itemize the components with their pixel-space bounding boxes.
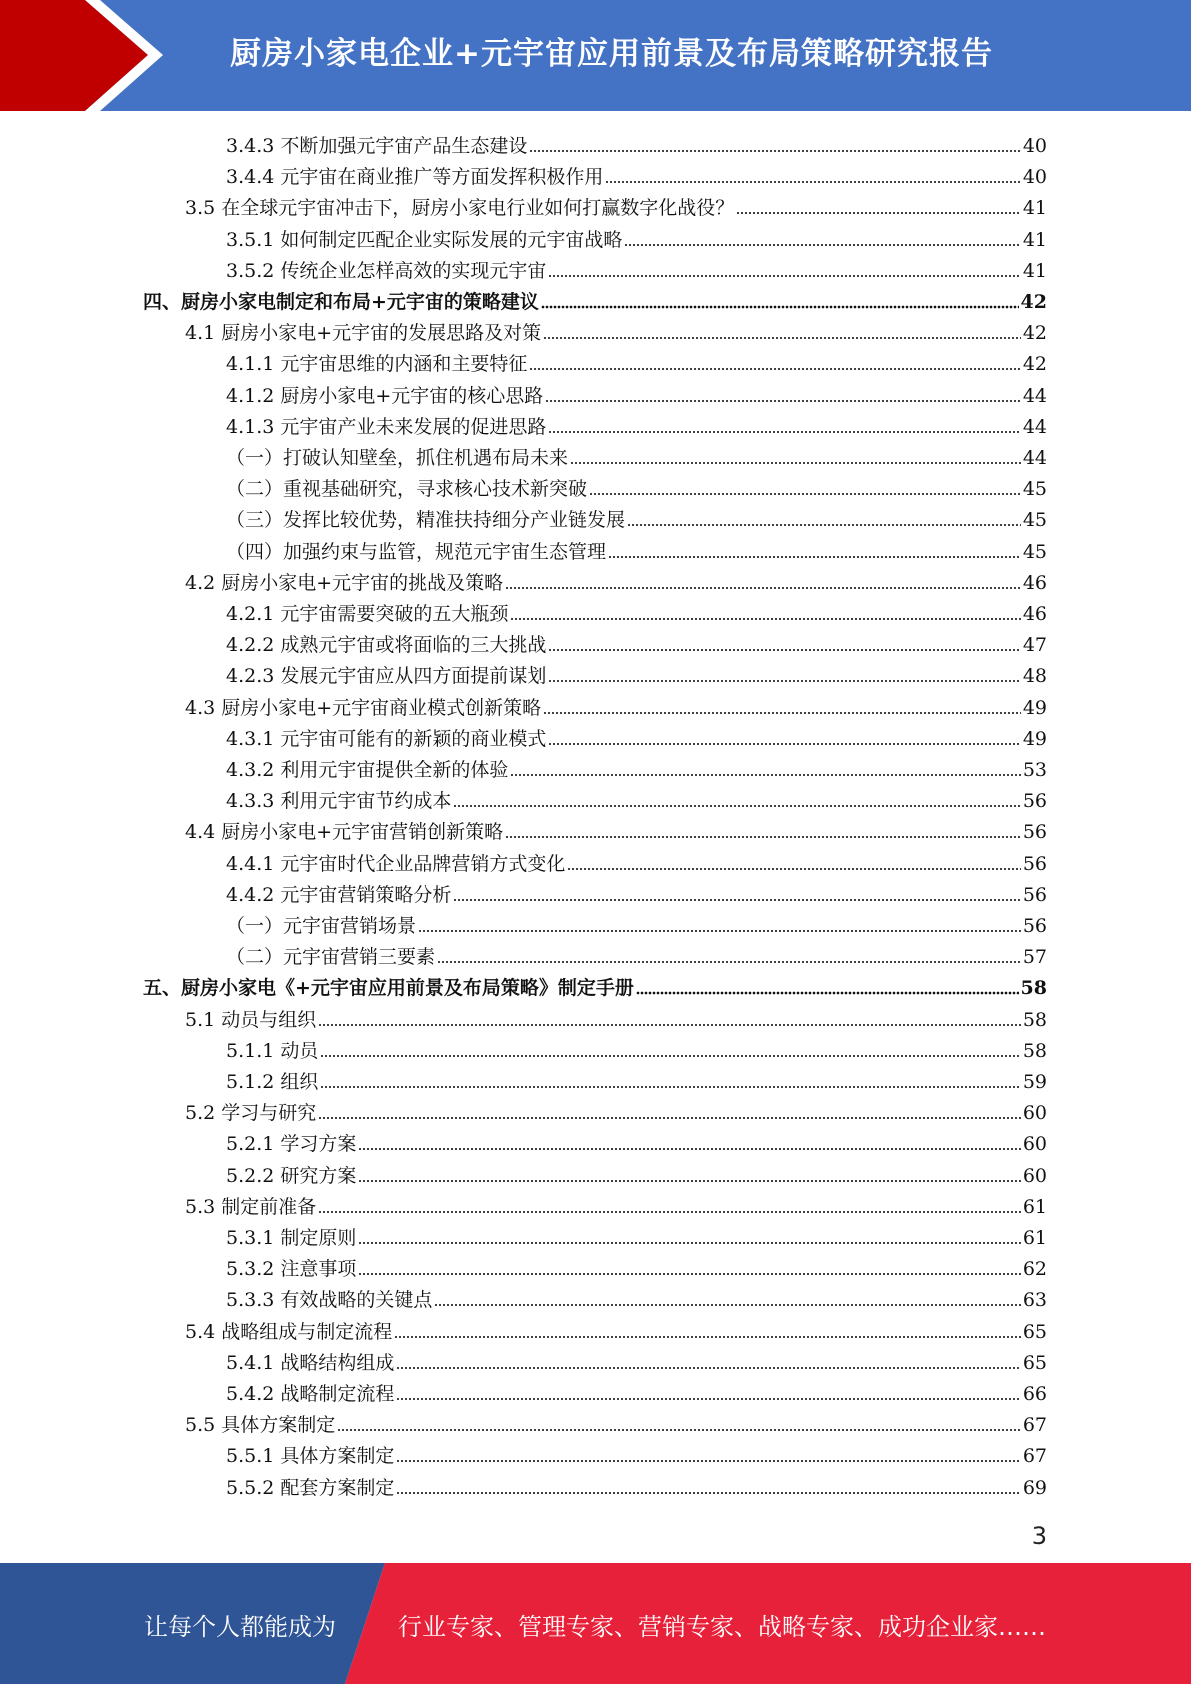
toc-entry[interactable] [185,1001,1047,1032]
toc-entry-page: 45 [1022,509,1047,532]
toc-entry-title: （二）重视基础研究，寻求核心技术新突破 [226,478,588,501]
toc-entry-title: 5.1.2 组织 [226,1071,319,1093]
toc-dot-leader [453,804,1020,808]
toc-entry-page: 44 [1022,447,1047,469]
toc-entry-title: 4.2.1 元宇宙需要突破的五大瓶颈 [226,603,509,625]
toc-entry[interactable] [226,720,1047,751]
toc-dot-leader [510,617,1020,621]
toc-entry-page: 53 [1022,759,1047,781]
toc-entry-page: 40 [1022,135,1047,157]
toc-entry-page: 41 [1022,259,1047,282]
toc-entry-title: 4.3.1 元宇宙可能有的新颖的商业模式 [226,727,547,750]
toc-entry[interactable] [226,408,1047,439]
toc-entry-title: 4.1 厨房小家电+元宇宙的发展思路及对策 [185,322,542,345]
toc-entry[interactable] [226,1219,1047,1250]
toc-entry[interactable] [226,907,1047,938]
toc-entry-page: 67 [1022,1445,1047,1468]
toc-entry-title: 4.1.2 厨房小家电+元宇宙的核心思路 [226,384,544,407]
toc-entry-page: 56 [1022,915,1047,937]
toc-entry-page: 41 [1022,228,1047,251]
toc-entry-title: 5.3 制定前准备 [185,1195,317,1218]
toc-entry-page: 62 [1022,1258,1047,1281]
toc-entry[interactable] [226,439,1047,470]
toc-entry-title: 四、厨房小家电制定和布局+元宇宙的策略建议 [143,291,539,313]
toc-dot-leader [505,835,1021,839]
toc-dot-leader [570,461,1021,465]
toc-dot-leader [541,305,1019,309]
toc-entry-title: （四）加强约束与监管，规范元宇宙生态管理 [226,540,607,563]
toc-entry-title: （三）发挥比较优势，精准扶持细分产业链发展 [226,509,626,532]
toc-entry[interactable] [226,938,1047,969]
toc-dot-leader [396,1366,1020,1370]
toc-entry-page: 65 [1022,1320,1047,1343]
toc-entry-title: 5.1.1 动员 [226,1039,319,1062]
toc-dot-leader [510,773,1020,777]
toc-dot-leader [505,586,1021,590]
toc-dot-leader [320,1085,1020,1089]
toc-entry-title: 4.1.3 元宇宙产业未来发展的促进思路 [226,415,547,438]
toc-entry-page: 56 [1022,883,1047,906]
toc-entry-page: 56 [1022,821,1047,844]
toc-entry-page: 56 [1022,852,1047,875]
toc-entry-page: 63 [1022,1289,1047,1312]
toc-entry-page: 65 [1022,1351,1047,1374]
toc-dot-leader [545,399,1021,403]
toc-dot-leader [394,1335,1021,1339]
toc-entry-title: 5.5.2 配套方案制定 [226,1476,395,1499]
toc-entry-page: 49 [1022,727,1047,750]
toc-dot-leader [396,1397,1020,1401]
toc-entry-page: 69 [1022,1476,1047,1499]
toc-entry[interactable] [226,158,1047,189]
toc-dot-leader [358,1272,1020,1276]
toc-entry-page: 44 [1022,384,1047,407]
toc-dot-leader [453,898,1020,902]
toc-entry-page: 60 [1022,1133,1047,1156]
toc-entry-page: 60 [1022,1164,1047,1187]
footer-slogan-left: 让每个人都能成为 [144,1613,336,1641]
toc-entry[interactable] [185,1406,1047,1437]
toc-dot-leader [548,742,1020,746]
toc-dot-leader [396,1491,1020,1495]
toc-dot-leader [437,960,1021,964]
toc-dot-leader [418,929,1021,933]
footer-slogan-right: 行业专家、管理专家、营销专家、战略专家、成功企业家…… [398,1613,1046,1641]
toc-entry-page: 46 [1022,603,1047,625]
toc-entry[interactable] [226,1032,1047,1063]
toc-entry[interactable] [226,782,1047,813]
toc-dot-leader [548,679,1020,683]
toc-entry[interactable] [185,689,1047,720]
toc-entry-title: 5.4.1 战略结构组成 [226,1351,395,1374]
toc-entry-page: 47 [1022,634,1047,657]
toc-entry-page: 60 [1022,1102,1047,1125]
toc-entry[interactable] [226,1437,1047,1468]
toc-entry-title: 5.5 具体方案制定 [185,1414,336,1437]
toc-entry[interactable] [185,564,1047,595]
toc-entry-title: 5.3.3 有效战略的关键点 [226,1289,433,1312]
toc-entry[interactable] [185,189,1047,220]
toc-entry-title: （一）元宇宙营销场景 [226,915,417,937]
toc-entry[interactable] [185,1188,1047,1219]
toc-entry[interactable] [185,1313,1047,1344]
toc-entry[interactable] [226,845,1047,876]
toc-entry-page: 45 [1022,540,1047,563]
toc-dot-leader [358,1241,1020,1245]
toc-dot-leader [605,180,1020,184]
toc-entry[interactable] [226,751,1047,782]
toc-dot-leader [608,555,1021,559]
toc-entry-title: 5.4.2 战略制定流程 [226,1383,395,1405]
toc-entry-title: 5.5.1 具体方案制定 [226,1445,395,1468]
toc-dot-leader [548,274,1020,278]
toc-entry-title: 4.4.1 元宇宙时代企业品牌营销方式变化 [226,852,566,875]
toc-dot-leader [543,711,1021,715]
toc-dot-leader [529,367,1020,371]
toc-entry[interactable] [226,377,1047,408]
toc-entry[interactable] [226,470,1047,501]
toc-entry-page: 44 [1022,415,1047,438]
toc-entry[interactable] [226,221,1047,252]
page-header [0,0,1191,111]
toc-entry-page: 56 [1022,790,1047,813]
toc-dot-leader [736,211,1021,215]
toc-entry[interactable] [226,1125,1047,1156]
toc-entry-title: 3.5.1 如何制定匹配企业实际发展的元宇宙战略 [226,228,623,251]
toc-entry[interactable] [185,1094,1047,1125]
page-number: 3 [1031,1522,1047,1550]
toc-entry-page: 58 [1022,1039,1047,1062]
toc-dot-leader [337,1428,1021,1432]
toc-entry-page: 48 [1022,665,1047,688]
toc-entry[interactable] [143,969,1047,1000]
toc-entry[interactable] [226,1157,1047,1188]
toc-entry-page: 41 [1022,197,1047,220]
toc-entry-title: 4.2.3 发展元宇宙应从四方面提前谋划 [226,665,547,688]
toc-entry[interactable] [185,314,1047,345]
toc-entry[interactable] [226,501,1047,532]
toc-entry[interactable] [226,345,1047,376]
toc-entry-title: 5.4 战略组成与制定流程 [185,1320,393,1343]
toc-entry-title: 4.3 厨房小家电+元宇宙商业模式创新策略 [185,696,542,719]
toc-dot-leader [636,991,1019,995]
toc-entry[interactable] [185,813,1047,844]
toc-entry-title: 5.2 学习与研究 [185,1102,317,1125]
toc-entry[interactable] [226,657,1047,688]
toc-dot-leader [543,336,1021,340]
toc-entry[interactable] [226,626,1047,657]
toc-entry-title: 3.5.2 传统企业怎样高效的实现元宇宙 [226,259,547,282]
toc-entry-title: 4.3.2 利用元宇宙提供全新的体验 [226,759,509,781]
toc-dot-leader [358,1147,1020,1151]
toc-entry[interactable] [226,876,1047,907]
toc-entry[interactable] [226,127,1047,158]
toc-entry[interactable] [226,533,1047,564]
toc-entry-page: 45 [1022,478,1047,501]
toc-entry-title: 5.1 动员与组织 [185,1008,317,1031]
toc-dot-leader [589,492,1021,496]
toc-dot-leader [396,1459,1020,1463]
toc-dot-leader [624,243,1020,247]
toc-entry-page: 42 [1022,353,1047,376]
toc-dot-leader [627,523,1021,527]
toc-dot-leader [529,149,1020,153]
toc-entry-title: 4.4.2 元宇宙营销策略分析 [226,883,452,906]
toc-entry-title: （一）打破认知壁垒，抓住机遇布局未来 [226,447,569,469]
toc-entry[interactable] [226,1469,1047,1500]
toc-entry-title: 3.4.3 不断加强元宇宙产品生态建设 [226,135,528,157]
toc-entry-title: 5.3.2 注意事项 [226,1258,357,1281]
toc-dot-leader [548,648,1020,652]
toc-entry[interactable] [226,1250,1047,1281]
toc-entry-page: 59 [1022,1071,1047,1093]
toc-dot-leader [548,430,1020,434]
toc-entry-page: 40 [1022,166,1047,189]
page-footer [0,1563,1191,1684]
toc-entry[interactable] [226,252,1047,283]
toc-entry-title: 4.1.1 元宇宙思维的内涵和主要特征 [226,353,528,376]
toc-entry-title: 4.3.3 利用元宇宙节约成本 [226,790,452,813]
toc-dot-leader [318,1210,1021,1214]
toc-dot-leader [318,1023,1021,1027]
toc-entry-title: （二）元宇宙营销三要素 [226,946,436,969]
toc-dot-leader [567,867,1020,871]
toc-dot-leader [320,1054,1020,1058]
toc-entry-title: 3.4.4 元宇宙在商业推广等方面发挥积极作用 [226,166,604,189]
toc-entry-title: 4.2.2 成熟元宇宙或将面临的三大挑战 [226,634,547,657]
toc-entry[interactable] [226,1063,1047,1094]
toc-entry-title: 五、厨房小家电《+元宇宙应用前景及布局策略》制定手册 [143,977,634,1000]
toc-entry-page: 46 [1022,571,1047,594]
toc-entry-page: 66 [1022,1383,1047,1405]
toc-entry-page: 57 [1022,946,1047,969]
toc-entry-page: 58 [1022,1008,1047,1031]
toc-entry-page: 42 [1020,291,1047,313]
toc-entry-page: 49 [1022,696,1047,719]
toc-entry[interactable] [226,1344,1047,1375]
toc-entry-page: 67 [1022,1414,1047,1437]
toc-entry-title: 5.2.1 学习方案 [226,1133,357,1156]
toc-entry-page: 61 [1022,1195,1047,1218]
toc-entry-title: 5.3.1 制定原则 [226,1227,357,1249]
toc-entry[interactable] [226,595,1047,626]
toc-entry[interactable] [226,1281,1047,1312]
toc-dot-leader [318,1116,1021,1120]
toc-dot-leader [358,1179,1020,1183]
toc-entry[interactable] [226,1375,1047,1406]
toc-entry-title: 4.4 厨房小家电+元宇宙营销创新策略 [185,821,504,844]
toc-entry-page: 42 [1022,322,1047,345]
toc-dot-leader [434,1303,1020,1307]
toc-entry-page: 61 [1022,1227,1047,1249]
toc-entry-page: 58 [1020,977,1047,1000]
toc-entry-title: 5.2.2 研究方案 [226,1164,357,1187]
header-title: 厨房小家电企业+元宇宙应用前景及布局策略研究报告 [230,36,993,72]
toc-entry-title: 4.2 厨房小家电+元宇宙的挑战及策略 [185,571,504,594]
toc-entry[interactable] [143,283,1047,314]
toc-entry-title: 3.5 在全球元宇宙冲击下，厨房小家电行业如何打赢数字化战役？ [185,197,735,220]
